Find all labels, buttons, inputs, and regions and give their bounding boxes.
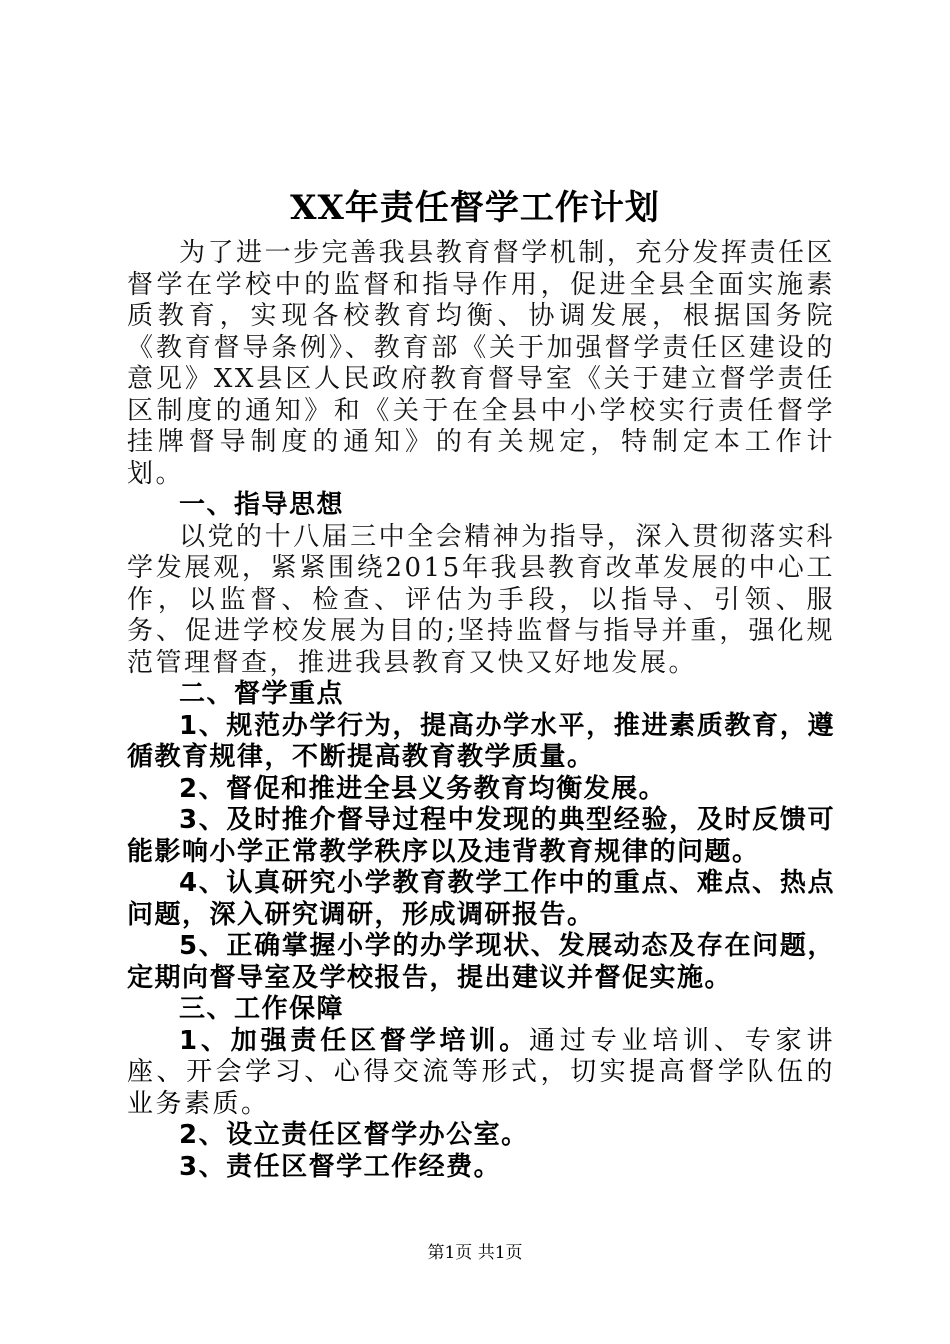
section-heading-work-guarantee: 三、工作保障 — [179, 994, 345, 1024]
focus-item-5: 5、正确掌握小学的办学现状、发展动态及存在问题，定期向督导室及学校报告，提出建议并督促实施。 — [127, 931, 835, 993]
guarantee-item-1 — [127, 1026, 835, 1121]
section-heading-supervision-focus: 二、督学重点 — [179, 679, 345, 709]
guarantee-item-3: 3、责任区督学工作经费。 — [179, 1151, 502, 1182]
focus-item-2: 2、督促和推进全县义务教育均衡发展。 — [179, 773, 667, 804]
guarantee-item-2: 2、设立责任区督学办公室。 — [179, 1120, 529, 1150]
document-title: XX年责任督学工作计划 — [290, 188, 660, 228]
focus-item-3: 3、及时推介督导过程中发现的典型经验，及时反馈可能影响小学正常教学秩序以及违背教育规律的问题。 — [127, 805, 835, 867]
focus-item-1: 1、规范办学行为，提高办学水平，推进素质教育，遵循教育规律，不断提高教育教学质量。 — [127, 710, 835, 772]
intro-paragraph: 为了进一步完善我县教育督学机制，充分发挥责任区督学在学校中的监督和指导作用，促进全县全面实施素质教育，实现各校教育均衡、协调发展，根据国务院《教育督导条例》、教育部《关于加强督学责任区建设的意见》XX县区人民政府教育督导室《关于建立督学责任区制度的通知》和《关于在全县中小学校实行责任督学挂牌督导制度的通知》的有关规定，特制定本工作计划。 — [127, 238, 835, 489]
guarantee-item-1-lead: 1、加强责任区督学培训。 — [179, 1025, 530, 1056]
section-heading-guiding-ideology: 一、指导思想 — [179, 490, 345, 520]
document-body — [127, 238, 835, 1183]
focus-item-4: 4、认真研究小学教育教学工作中的重点、难点、热点问题，深入研究调研，形成调研报告。 — [127, 868, 835, 930]
guarantee-item-1-text: 通过专业培训、专家讲座、开会学习、心得交流等形式，切实提高督学队伍的业务素质。 — [127, 1025, 835, 1119]
page-footer: 第1页 共1页 — [427, 1243, 523, 1263]
guiding-ideology-paragraph: 以党的十八届三中全会精神为指导，深入贯彻落实科学发展观，紧紧围绕2015年我县教育改革发展的中心工作，以监督、检查、评估为手段，以指导、引领、服务、促进学校发展为目的;坚持监督与指导并重，强化规范管理督查，推进我县教育又快又好地发展。 — [127, 521, 835, 678]
